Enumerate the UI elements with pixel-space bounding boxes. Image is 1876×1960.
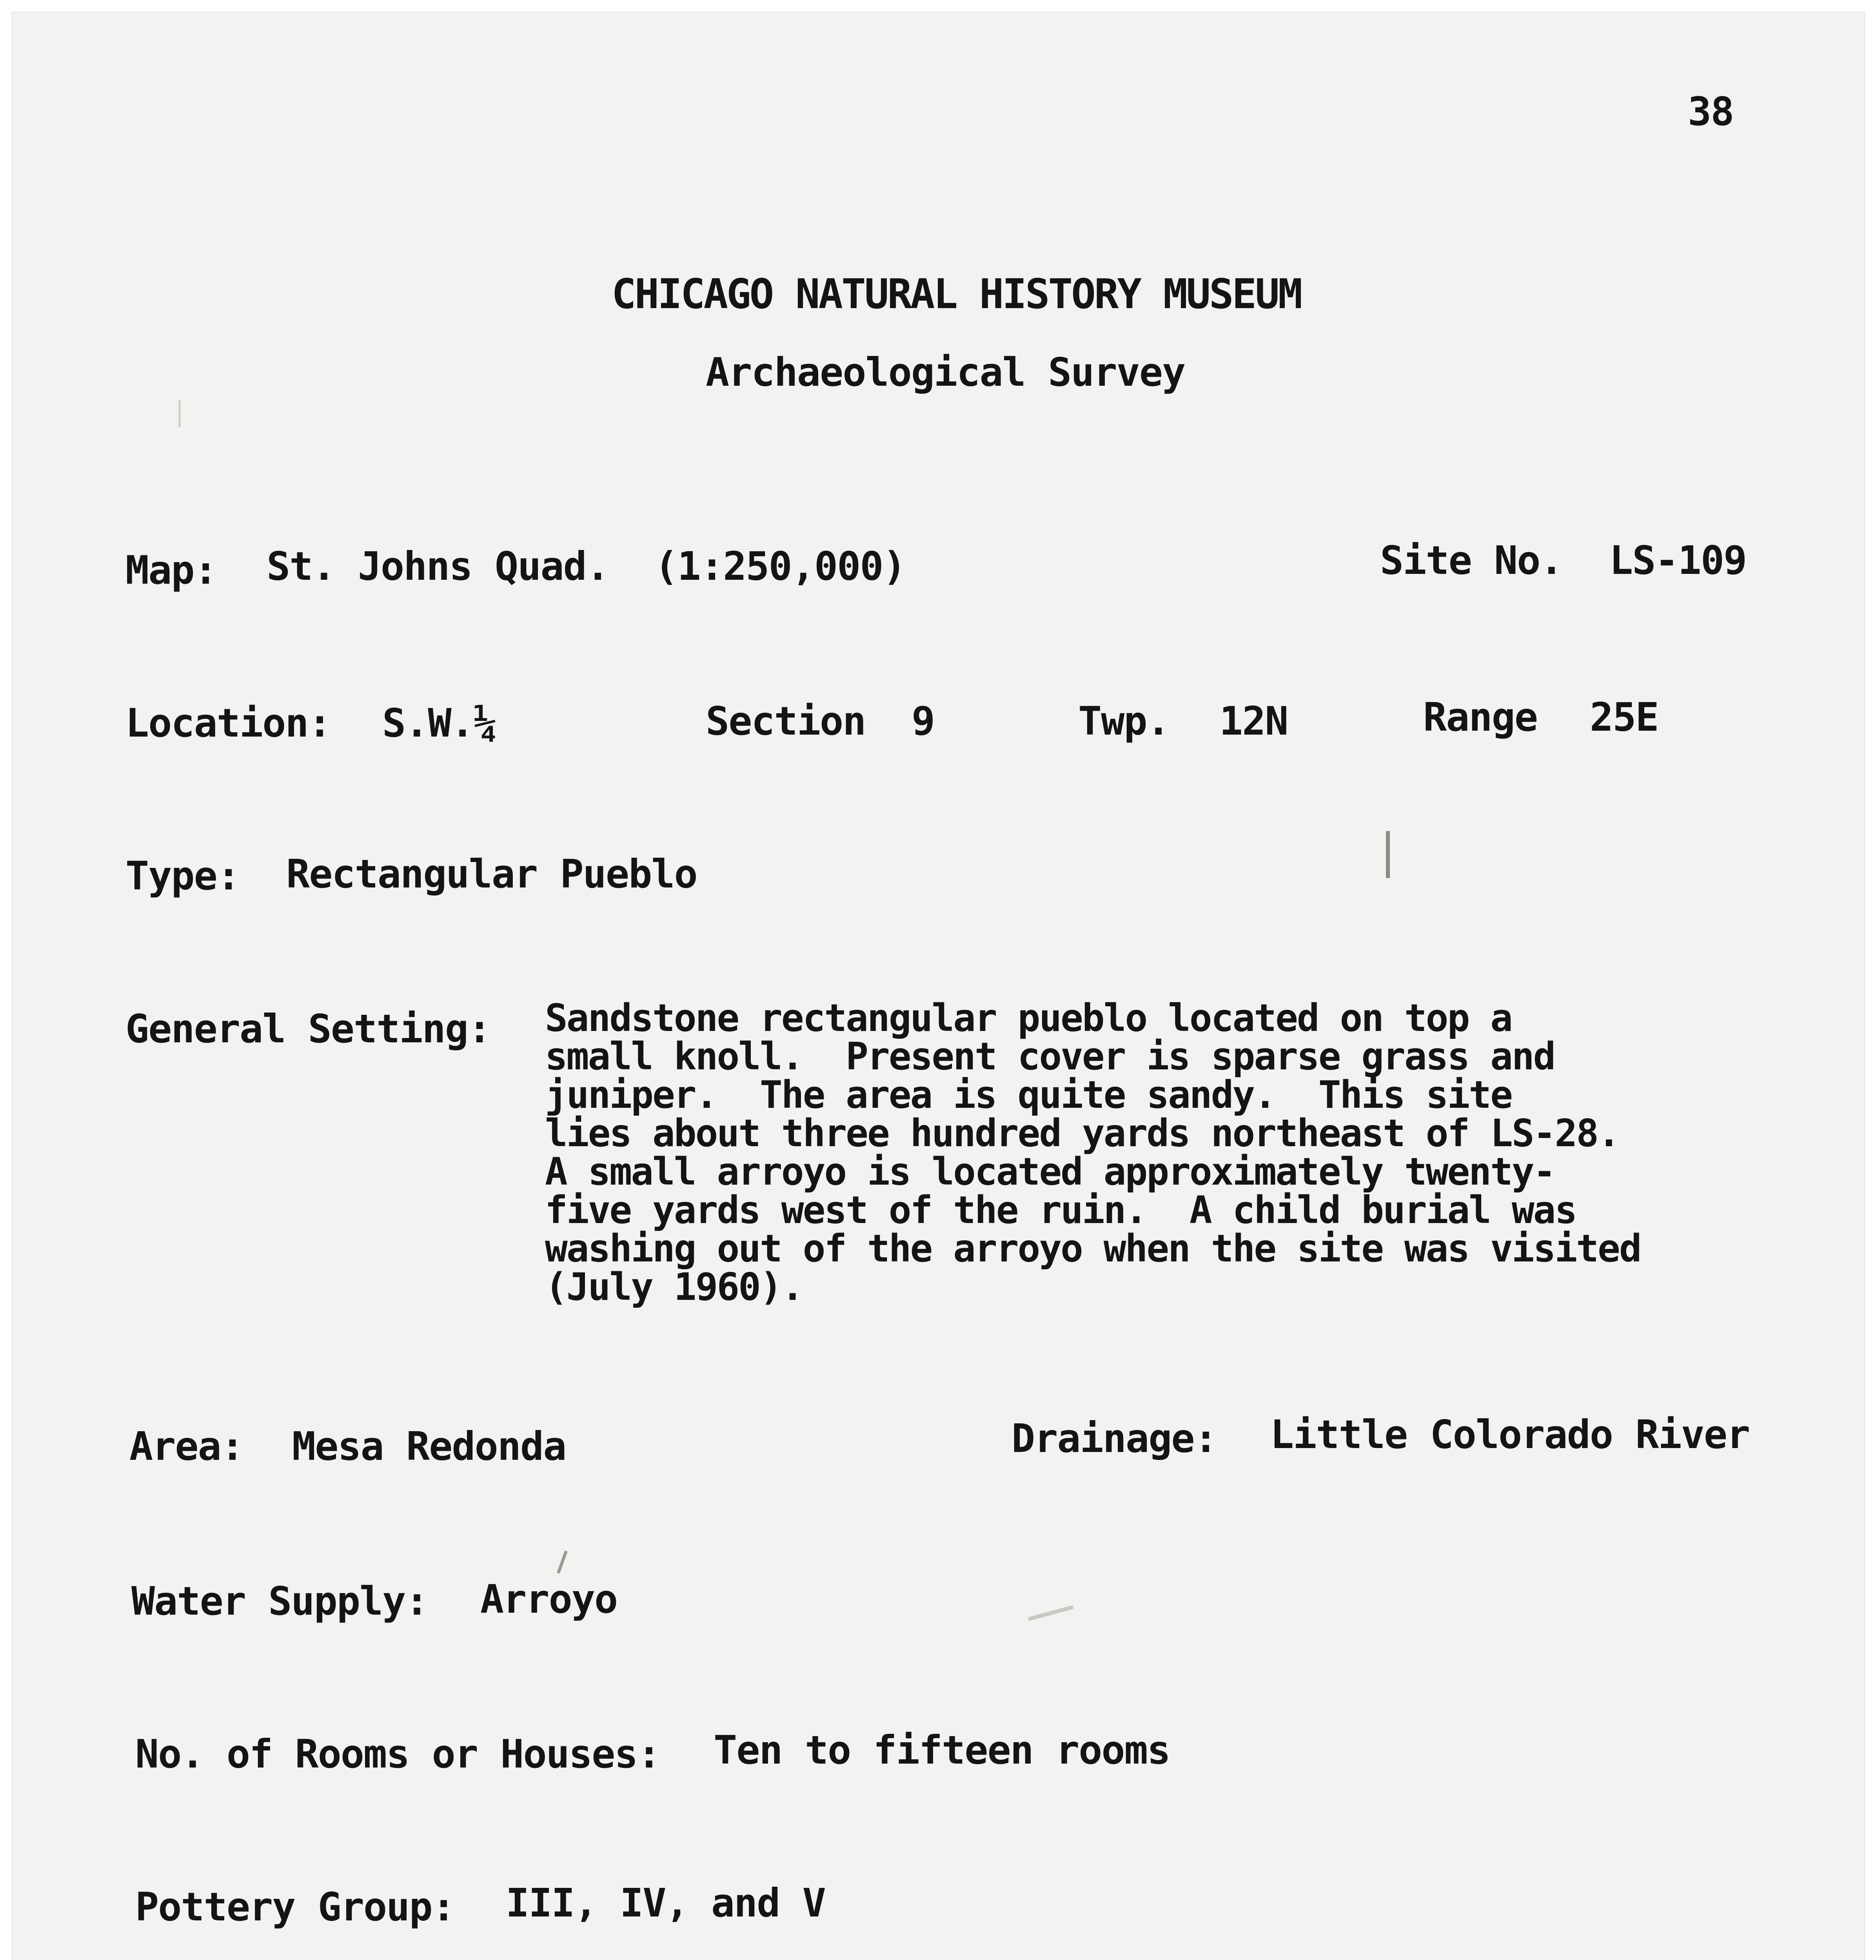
page-number: 38 [1688, 89, 1734, 134]
section-value: 9 [912, 698, 935, 744]
range-label: Range [1423, 694, 1538, 740]
map-label: Map: [125, 547, 217, 593]
general-setting-line: (July 1960). [545, 1265, 803, 1309]
general-setting-line: lies about three hundred yards northeast of LS-28. [545, 1111, 1619, 1155]
range-value: 25E [1590, 694, 1658, 740]
type-value: Rectangular Pueblo [286, 851, 697, 897]
area-label: Area: [129, 1423, 244, 1469]
site-no-label: Site No. [1380, 537, 1563, 583]
general-setting-line: five yards west of the ruin. A child burial was [545, 1188, 1576, 1232]
water-supply-label: Water Supply: [131, 1578, 428, 1624]
drainage-value: Little Colorado River [1270, 1412, 1750, 1457]
general-setting-line: A small arroyo is located approximately twenty- [545, 1150, 1555, 1194]
pottery-group-label: Pottery Group: [135, 1884, 455, 1930]
survey-subheading: Archaeological Survey [706, 349, 1185, 395]
area-value: Mesa Redonda [292, 1423, 566, 1469]
type-label: Type: [125, 853, 240, 899]
township-value: 12N [1219, 698, 1288, 744]
general-setting-line: small knoll. Present cover is sparse grass and [545, 1034, 1555, 1078]
location-label: Location: [125, 700, 331, 746]
water-supply-value: Arroyo [480, 1576, 617, 1622]
institution-heading: CHICAGO NATURAL HISTORY MUSEUM [612, 270, 1301, 318]
scan-mark [178, 400, 181, 427]
general-setting-line: washing out of the arroyo when the site was visited [545, 1227, 1641, 1270]
location-value: S.W.¼ [382, 700, 497, 746]
rooms-label: No. of Rooms or Houses: [135, 1731, 660, 1777]
general-setting-line: juniper. The area is quite sandy. This site [545, 1073, 1512, 1117]
section-label: Section [706, 698, 866, 744]
general-setting-line: Sandstone rectangular pueblo located on top a [545, 996, 1512, 1040]
scan-mark [1386, 831, 1390, 878]
general-setting-text [545, 996, 1780, 1309]
general-setting-label: General Setting: [125, 1006, 491, 1052]
site-no-value: LS-109 [1609, 537, 1747, 583]
rooms-value: Ten to fifteen rooms [714, 1727, 1170, 1773]
drainage-label: Drainage: [1012, 1416, 1217, 1461]
map-value: St. Johns Quad. (1:250,000) [267, 543, 906, 589]
township-label: Twp. [1078, 698, 1170, 744]
pottery-group-value: III, IV, and V [506, 1880, 825, 1926]
